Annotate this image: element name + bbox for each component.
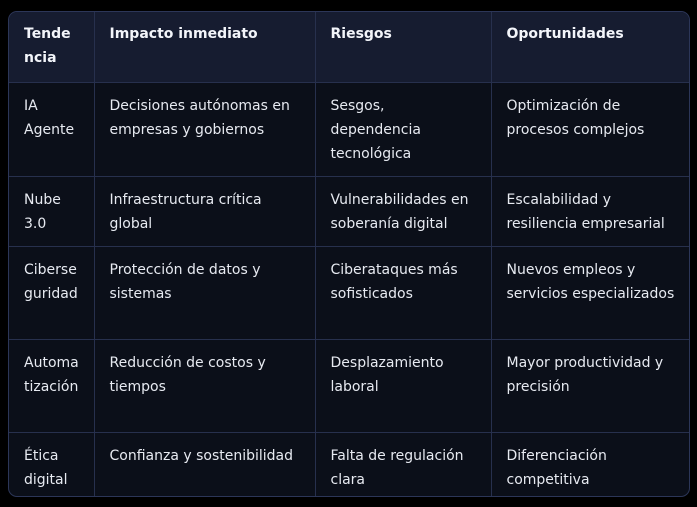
table-row — [9, 176, 690, 246]
cell-oportunidades: Nuevos empleos y servicios especializados — [491, 246, 690, 339]
table-row — [9, 82, 690, 176]
cell-tendencia: Nube 3.0 — [9, 176, 94, 246]
cell-riesgos: Falta de regulación clara — [315, 432, 491, 497]
cell-oportunidades: Diferenciación competitiva — [491, 432, 690, 497]
header-tendencia: Tendencia — [9, 12, 94, 82]
cell-impacto: Protección de datos y sistemas — [94, 246, 315, 339]
cell-tendencia: Ética digital — [9, 432, 94, 497]
trends-table — [9, 12, 690, 497]
cell-tendencia: Automatización — [9, 339, 94, 432]
cell-riesgos: Ciberataques más sofisticados — [315, 246, 491, 339]
cell-impacto: Decisiones autónomas en empresas y gobiernos — [94, 82, 315, 176]
cell-impacto: Confianza y sostenibilidad — [94, 432, 315, 497]
table-row — [9, 432, 690, 497]
cell-impacto: Reducción de costos y tiempos — [94, 339, 315, 432]
cell-riesgos: Sesgos, dependencia tecnológica — [315, 82, 491, 176]
header-impacto: Impacto inmediato — [94, 12, 315, 82]
table-header-row — [9, 12, 690, 82]
table-container — [8, 11, 690, 497]
cell-tendencia: IA Agente — [9, 82, 94, 176]
table-row — [9, 246, 690, 339]
cell-tendencia: Ciberseguridad — [9, 246, 94, 339]
cell-oportunidades: Optimización de procesos complejos — [491, 82, 690, 176]
cell-oportunidades: Mayor productividad y precisión — [491, 339, 690, 432]
table-row — [9, 339, 690, 432]
cell-riesgos: Vulnerabilidades en soberanía digital — [315, 176, 491, 246]
cell-riesgos: Desplazamiento laboral — [315, 339, 491, 432]
header-oportunidades: Oportunidades — [491, 12, 690, 82]
header-riesgos: Riesgos — [315, 12, 491, 82]
cell-impacto: Infraestructura crítica global — [94, 176, 315, 246]
cell-oportunidades: Escalabilidad y resiliencia empresarial — [491, 176, 690, 246]
